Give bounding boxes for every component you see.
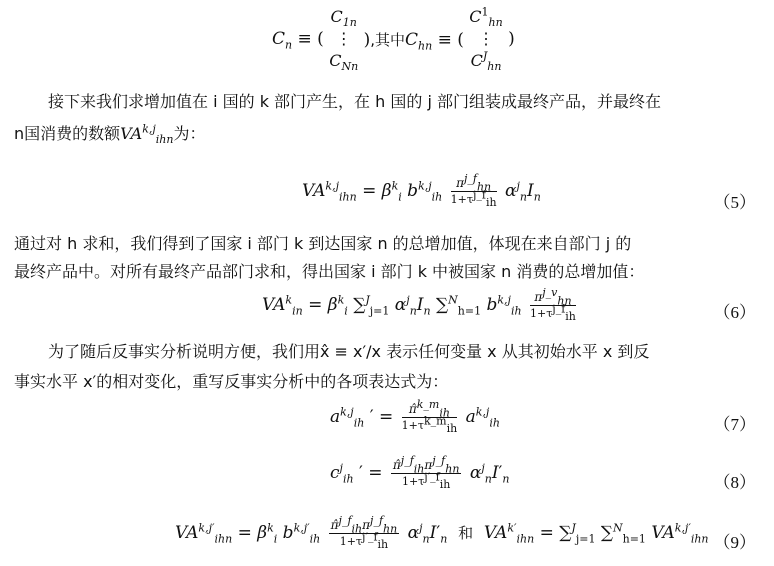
cn-vector: $C_{1n}$ ⋮ $C_{Nn}$ (329, 7, 359, 74)
para1-line1: 接下来我们求增加值在 i 国的 k 部门产生，在 h 国的 j 部门组装成最终产品，并最终在 (48, 92, 661, 111)
chn-vector: $C^1_{hn}$ ⋮ $C^J_{hn}$ (469, 5, 503, 74)
eq8-number: （8） (713, 473, 756, 492)
para2-line1: 通过对 h 求和，我们得到了国家 i 部门 k 到达国家 n 的总增加值，体现在来自部门 j 的 (14, 234, 632, 253)
para2-line2: 最终产品中。对所有最终产品部门求和，得出国家 i 部门 k 中被国家 n 消费的总增加值： (14, 262, 645, 281)
chn-subscript: hn (418, 38, 433, 52)
he-text: 和 (458, 524, 474, 542)
eq5-fraction: $\frac{\pi^{j\_f}_{hn}}{1+\tau^{j\_f}_{ih}}$ (450, 172, 497, 210)
cnn-subscript: Nn (341, 60, 359, 74)
cn-subscript: n (285, 38, 293, 52)
eq6-number: （6） (713, 303, 756, 322)
eq7-fraction: $\frac{\pî^{k\_m}_{ih}}{1+\tau^{k\_m}_{ih}}$ (401, 398, 458, 436)
qizhong-text: ,其中 (370, 30, 405, 49)
equation-5: $VA^{k,j}_{ihn} = \beta^k_i$ $b^{k,j}_{ih}$ $\frac{\pi^{j\_f}_{hn}}{1+\tau^{j\_f}_{ih}}$ $\alpha^j_nI_n$ (302, 172, 541, 210)
c1n-subscript: 1n (342, 16, 357, 30)
para3-line2: 事实水平 x′的相对变化，重写反事实分析中的各项表达式为： (14, 372, 449, 391)
equation-7: $a^{k,j}_{ih}$ ′ = $\frac{\pî^{k\_m}_{ih}}{1+\tau^{k\_m}_{ih}}$ $a^{k,j}_{ih}$ (330, 398, 500, 436)
eq9-fraction: $\frac{\pî^{j\_f}_{ih}\pi^{j\_f}_{hn}}{1+\tau^{j'\_f}_{ih}}$ (330, 514, 398, 552)
eq5-number: （5） (713, 193, 756, 212)
equation-6: $VA^k_{in} = \beta^k_i$ ∑$^J_{j=1}$ $\alpha^j_nI_n$ ∑$^N_{h=1}$ $b^{k,j}_{ih}$ $\frac{\pi^{j\_v}_{hn}}{1+\tau^{j\_f}_{ih}}$ (262, 286, 576, 324)
eq8-fraction: $\frac{\pî^{j\_f}_{ih}\pi^{j\_f}_{hn}}{1+\tau^{j'\_f}_{ih}}$ (392, 454, 460, 492)
cn-definition-equation: $C_n$ ≡ ( $C_{1n}$ ⋮ $C_{Nn}$ ),其中$C_{hn}$ ≡ ( $C^1_{hn}$ ⋮ $C^J_{hn}$ ) (272, 5, 515, 74)
eq7-number: （7） (713, 415, 756, 434)
chn-bot-sup: J (482, 49, 488, 63)
equation-9: $VA^{k,j'}_{ihn} = \beta^k_i$ $b^{k,j'}_{ih}$ $\frac{\pî^{j\_f}_{ih}\pi^{j\_f}_{hn}}{1+\tau^{j'\_f}_{ih}}$ $\alpha^j_nI'_n$ 和 $VA^{k'}_{ihn} = \sum^J_{j=1}$ ∑$^N_{h=1}$ $VA^{k,j'}_{ihn}$ (175, 514, 709, 552)
chn-top-sup: 1 (481, 5, 489, 19)
equation-8: $c^j_{ih}$ ′ = $\frac{\pî^{j\_f}_{ih}\pi^{j\_f}_{hn}}{1+\tau^{j'\_f}_{ih}}$ $\alpha^j_nI'_n$ (330, 454, 510, 492)
eq6-fraction: $\frac{\pi^{j\_v}_{hn}}{1+\tau^{j\_f}_{ih}}$ (529, 286, 576, 324)
eq9-number: （9） (713, 533, 756, 552)
para3-line1: 为了随后反事实分析说明方便，我们用x̂ ≡ x′/x 表示任何变量 x 从其初始水平 x 到反 (48, 342, 650, 361)
para1-line2: n国消费的数额VA$^{k,j}_{ihn}$为： (14, 122, 206, 147)
